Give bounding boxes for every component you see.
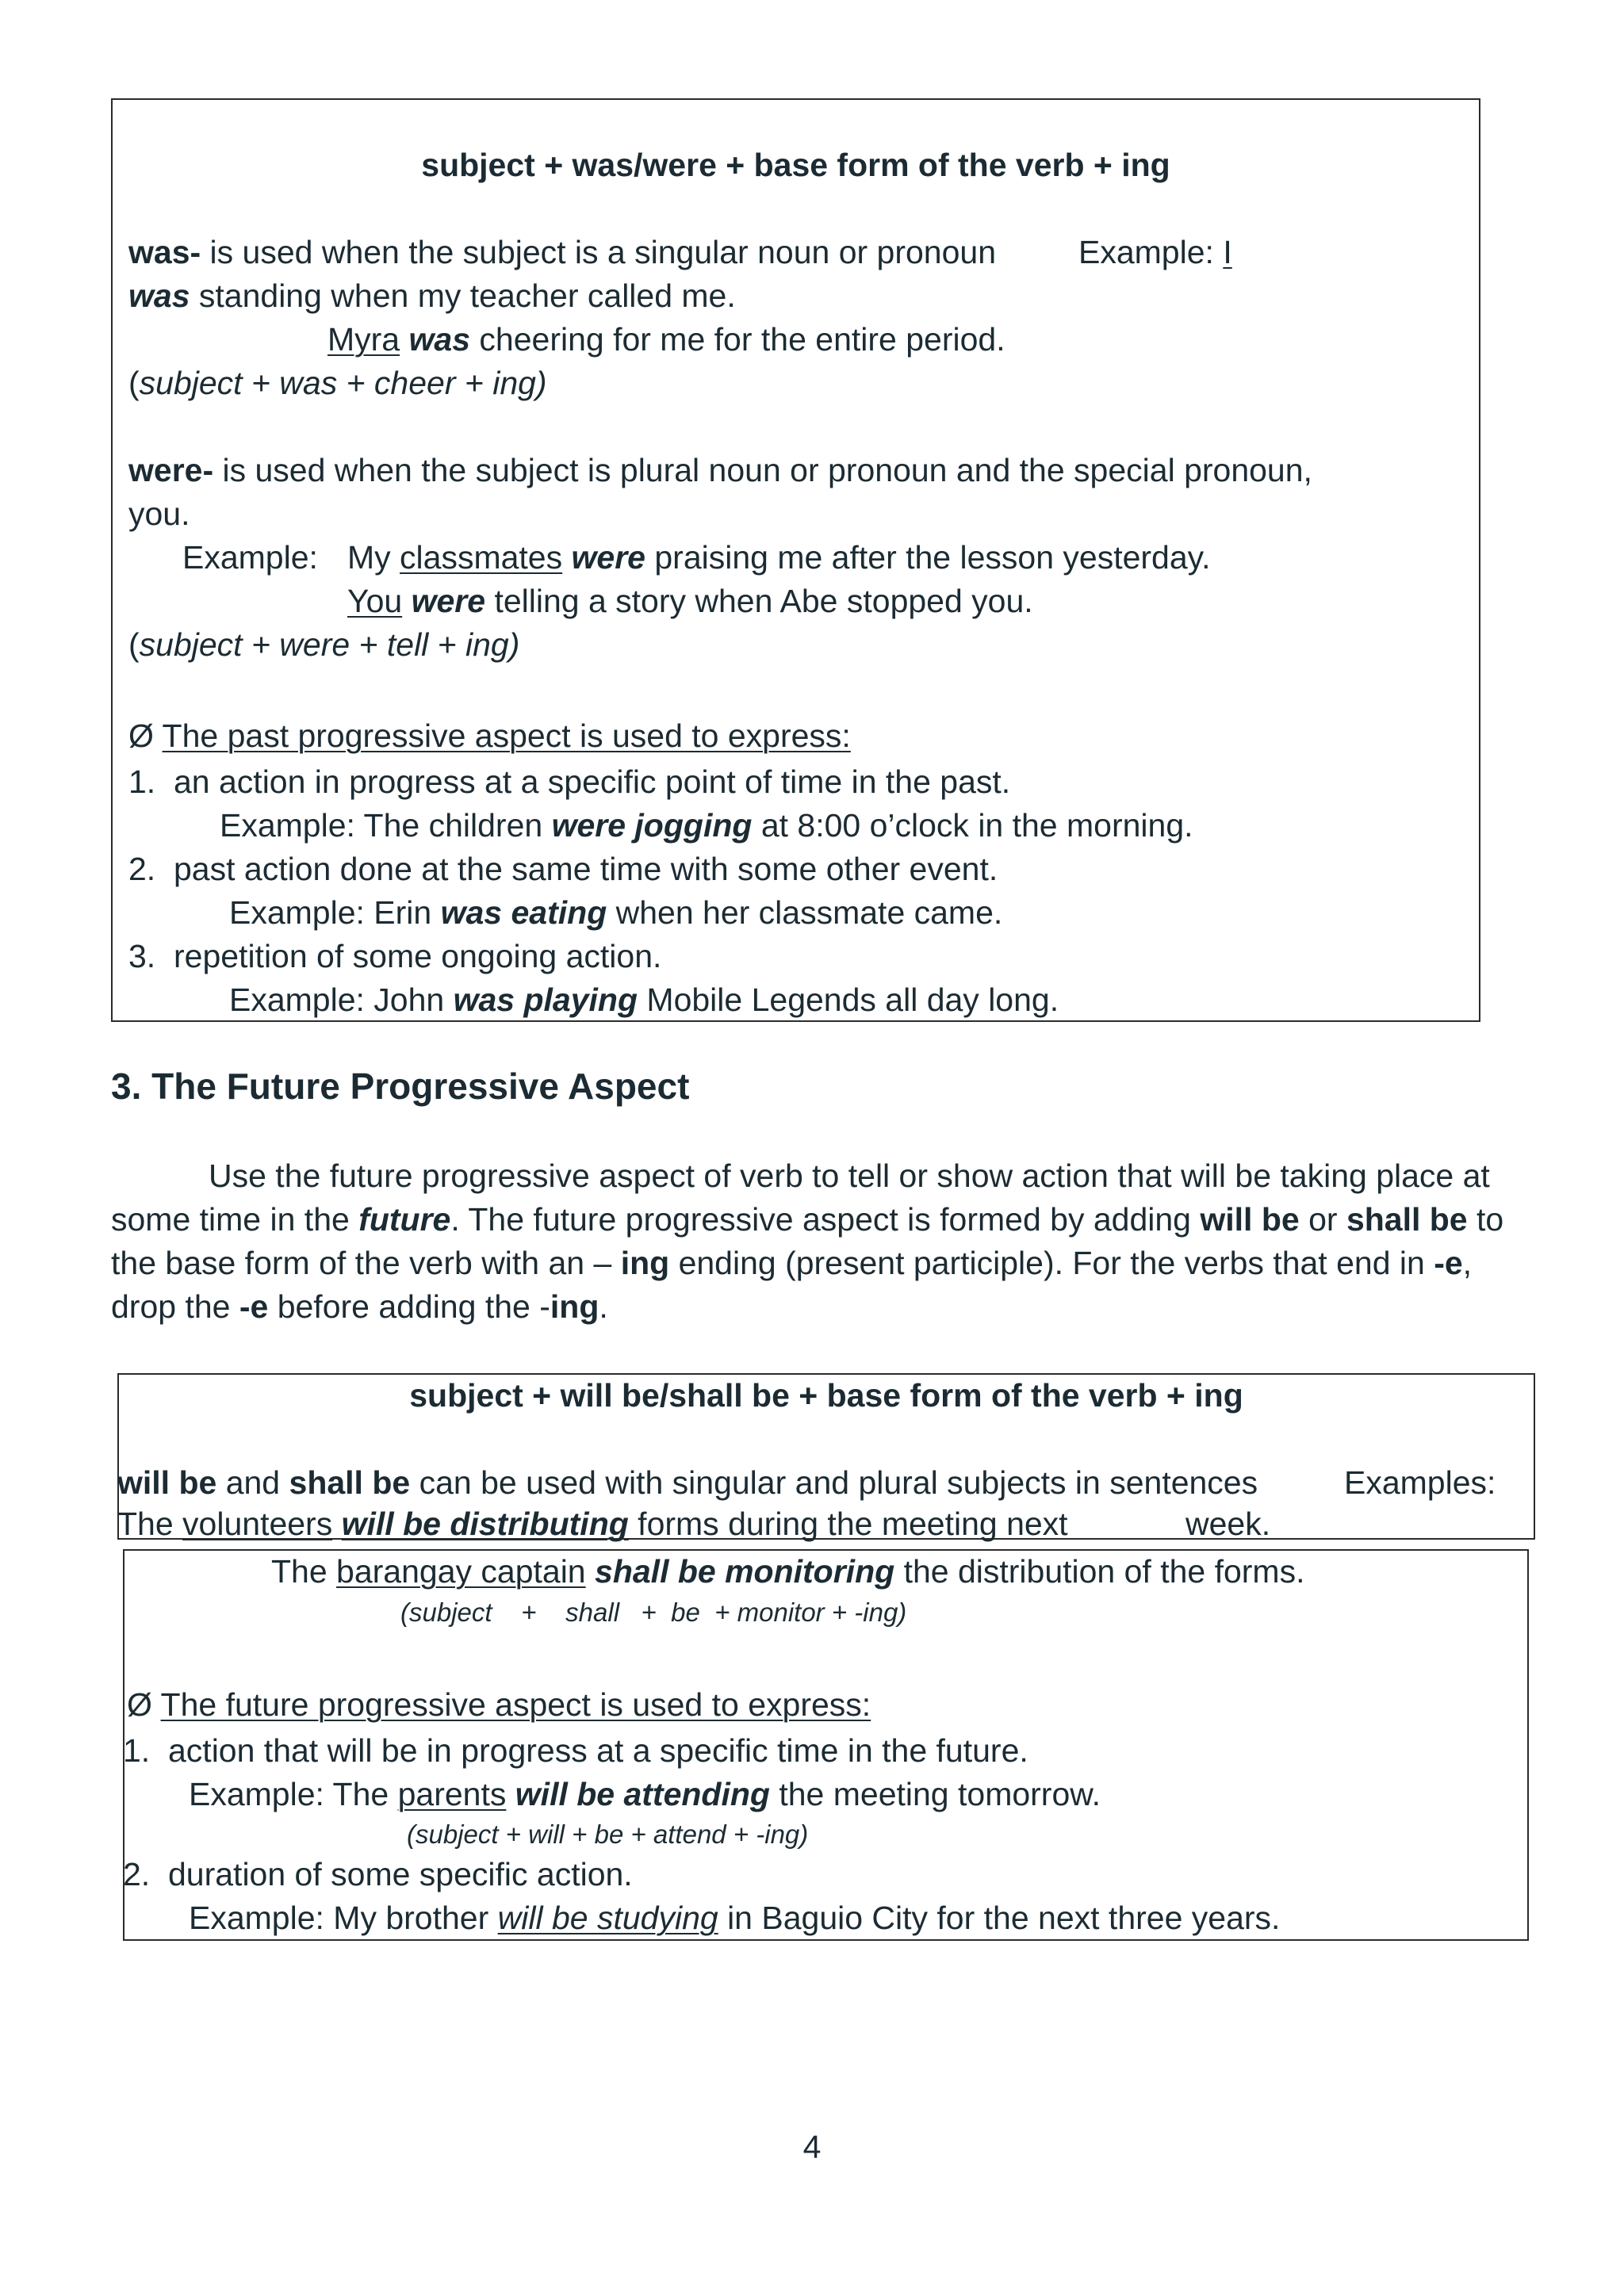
future-example-1-week: week.	[1185, 1506, 1271, 1542]
paragraph-line-3: the base form of the verb with an – ing ending (present participle). For the verbs that end in -e,	[111, 1245, 1473, 1281]
future-use-1-example: Example: The parents will be attending the meeting tomorrow.	[189, 1776, 1101, 1812]
future-use-2-example: Example: My brother will be studying in Baguio City for the next three years.	[189, 1900, 1281, 1936]
was-example-1: was standing when my teacher called me.	[128, 277, 736, 314]
future-progressive-formula: subject + will be/shall be + base form of the verb + ing	[409, 1377, 1243, 1414]
was-example-label: Example: I	[1078, 234, 1232, 270]
was-example-2: Myra was cheering for me for the entire period.	[327, 321, 1005, 358]
past-use-1: 1. an action in progress at a specific point of time in the past.	[128, 763, 1011, 800]
section-heading: 3. The Future Progressive Aspect	[111, 1066, 690, 1107]
were-formula: (subject + were + tell + ing)	[128, 626, 520, 663]
were-example-1: My classmates were praising me after the lesson yesterday.	[347, 539, 1211, 576]
past-uses-title: Ø The past progressive aspect is used to express:	[128, 718, 851, 754]
future-use-1-formula: (subject + will + be + attend + -ing)	[407, 1820, 809, 1849]
past-use-1-example: Example: The children were jogging at 8:00 o’clock in the morning.	[220, 807, 1193, 844]
were-definition-cont: you.	[128, 496, 190, 532]
were-example-label: Example:	[182, 539, 318, 576]
was-formula: (subject + was + cheer + ing)	[128, 365, 547, 401]
paragraph-line-2: some time in the future. The future progressive aspect is formed by adding will be or shall be to	[111, 1201, 1504, 1238]
future-use-2: 2. duration of some specific action.	[123, 1856, 633, 1892]
page-number: 4	[802, 2129, 822, 2165]
were-definition: were- is used when the subject is plural noun or pronoun and the special pronoun,	[128, 452, 1312, 488]
was-definition: was- is used when the subject is a singular noun or pronoun	[128, 234, 997, 270]
future-example-2-formula: (subject + shall + be + monitor + -ing)	[400, 1598, 907, 1627]
past-use-2: 2. past action done at the same time with some other event.	[128, 851, 998, 887]
future-example-2: The barangay captain shall be monitoring the distribution of the forms.	[271, 1553, 1305, 1590]
future-uses-title: Ø The future progressive aspect is used to express:	[127, 1686, 871, 1723]
past-use-3-example: Example: John was playing Mobile Legends all day long.	[229, 982, 1059, 1018]
examples-label: Examples:	[1344, 1464, 1496, 1501]
future-example-1: The volunteers will be distributing forms during the meeting next	[117, 1506, 1068, 1542]
future-use-1: 1. action that will be in progress at a specific time in the future.	[123, 1732, 1028, 1769]
were-example-2: You were telling a story when Abe stopped you.	[347, 583, 1033, 619]
past-use-2-example: Example: Erin was eating when her classmate came.	[229, 894, 1003, 931]
paragraph-line-4: drop the -e before adding the -ing.	[111, 1288, 608, 1325]
paragraph-line-1: Use the future progressive aspect of verb to tell or show action that will be taking place at	[209, 1158, 1490, 1194]
past-use-3: 3. repetition of some ongoing action.	[128, 938, 662, 974]
will-shall-usage: will be and shall be can be used with singular and plural subjects in sentences	[117, 1464, 1258, 1501]
past-progressive-formula: subject + was/were + base form of the verb + ing	[421, 147, 1170, 183]
